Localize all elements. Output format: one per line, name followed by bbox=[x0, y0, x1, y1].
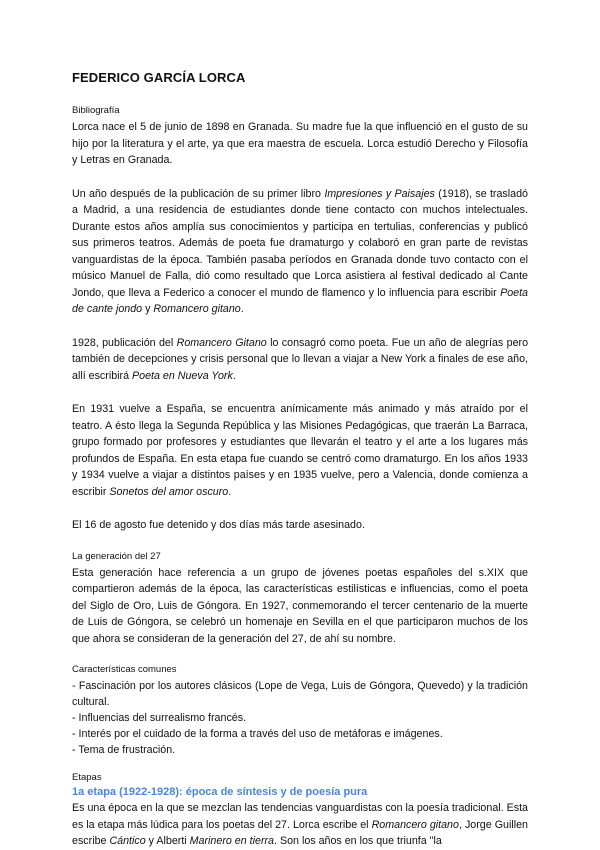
bio-paragraph-2 bbox=[72, 186, 528, 318]
book-title: Romancero gitano bbox=[371, 818, 459, 831]
text-run: Es una época en la que se mezclan las tendencias vanguardistas con la poesía tradicional. Esta es la etapa más lúdica para los poetas del 27. Lorca escribe el bbox=[72, 802, 528, 831]
list-item: - Fascinación por los autores clásicos (Lope de Vega, Luis de Góngora, Quevedo) y la tradición cultural. bbox=[72, 680, 528, 708]
list-item: - Interés por el cuidado de la forma a través del uso de metáforas e imágenes. bbox=[72, 728, 443, 740]
book-title: Marinero en tierra bbox=[189, 835, 275, 847]
caracteristicas-list bbox=[72, 678, 528, 758]
bio-paragraph-4 bbox=[72, 401, 528, 500]
book-title: Sonetos del amor oscuro bbox=[109, 485, 229, 498]
book-title: Impresiones y Paisajes bbox=[324, 187, 435, 200]
list-item: - Tema de frustración. bbox=[72, 744, 176, 756]
bio-paragraph-5: El 16 de agosto fue detenido y dos días más tarde asesinado. bbox=[72, 519, 365, 531]
text-run: . bbox=[232, 369, 236, 382]
subheading-etapa-1: 1a etapa (1922-1928): época de síntesis y de poesía pura bbox=[72, 786, 368, 798]
book-title: Poeta en Nueva York bbox=[132, 369, 233, 382]
text-run: , Jorge Guillen escribe bbox=[72, 818, 528, 847]
text-run: . Son los años en los que triunfa "la bbox=[274, 835, 442, 847]
text-run: En 1931 vuelve a España, se encuentra anímicamente más animado y más atraído por el teatro. A ésto llega la Segunda República y las Misiones Pedagógicas, que traerán La Barraca, grupo formado por profesores y estudiantes que llevarán el teatro y el arte a los lugares más profundos de España. En esta etapa fue cuando se centró como dramaturgo. En los años 1933 y 1934 vuelve a viajar a distintos países y en 1935 vuelve, pero a Valencia, donde comienza a escribir bbox=[72, 403, 528, 498]
etapa-paragraph-1 bbox=[72, 800, 528, 850]
text-run: y Alberti bbox=[145, 835, 190, 847]
bio-paragraph-3 bbox=[72, 335, 528, 385]
text-run: y bbox=[142, 303, 154, 315]
book-title: Romancero gitano bbox=[153, 303, 241, 315]
text-run: . bbox=[240, 303, 244, 315]
gen-paragraph-1: Esta generación hace referencia a un grupo de jóvenes poetas españoles del s.XIX que compartieron además de la época, las características estilísticas e influencias, como el poeta del Siglo de Oro, Luis de Góngora. En 1927, conmemorando el tercer centenario de la muerte de Luis de Góngora, se celebró un homenaje en Sevilla en el que participaron muchos de los que ahora se consideran de la generación del 27, de ahí su nombre. bbox=[72, 566, 528, 645]
heading-caracteristicas: Características comunes bbox=[72, 664, 177, 675]
document-title: FEDERICO GARCÍA LORCA bbox=[72, 70, 246, 85]
heading-generacion: La generación del 27 bbox=[72, 550, 161, 562]
heading-bibliografia: Bibliografía bbox=[72, 105, 120, 116]
bio-paragraph-1: Lorca nace el 5 de junio de 1898 en Granada. Su madre fue la que influenció en el gusto de su hijo por la literatura y el arte, ya que era maestra de escuela. Lorca estudió Derecho y Filosofía y Letras en Granada. bbox=[72, 121, 528, 166]
text-run: (1918), se trasladó a Madrid, a una residencia de estudiantes donde tiene contacto con muchos intelectuales. Durante estos años amplía sus conocimientos y participa en tertulias, conferencias y publicó sus primeros teatros. Además de poeta fue dramaturgo y colaboró en gran parte de revistas vanguardistas de la época. También pasaba períodos en Granada donde tuvo contacto con el músico Manuel de Falla, dió como resultado que Lorca asistiera al festival dedicado al Cante Jondo, que lleva a Federico a conocer el mundo de flamenco y lo influencia para escribir bbox=[72, 187, 528, 299]
book-title: Poeta de cante jondo bbox=[72, 286, 528, 315]
text-run: lo consagró como poeta. Fue un año de alegrías pero también de decepciones y crisis personal que lo llevan a viajar a New York a finales de ese año, allí escribirá bbox=[72, 336, 529, 382]
list-item: - Influencias del surrealismo francés. bbox=[72, 712, 247, 724]
heading-etapas: Etapas bbox=[72, 772, 102, 783]
book-title: Romancero Gitano bbox=[176, 336, 267, 349]
text-run: 1928, publicación del bbox=[72, 336, 177, 349]
text-run: . bbox=[228, 485, 232, 498]
text-run: Un año después de la publicación de su primer libro bbox=[72, 187, 325, 200]
book-title: Cántico bbox=[109, 835, 146, 847]
